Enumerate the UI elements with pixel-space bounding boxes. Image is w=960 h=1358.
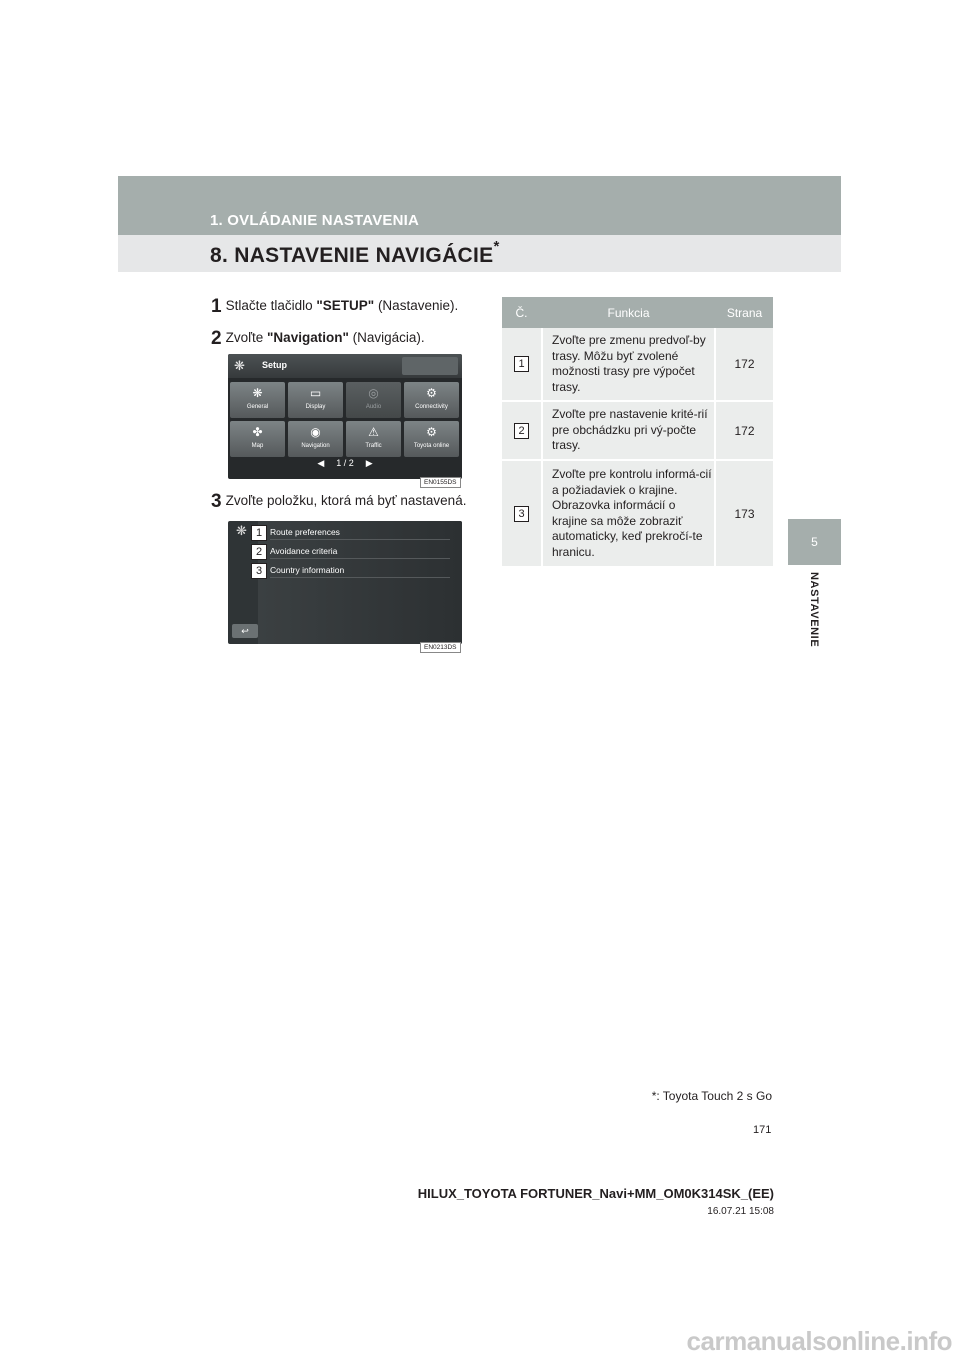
row-function-text: Zvoľte pre nastavenie krité-rií pre obchádzku pri vý-počte trasy.	[552, 407, 708, 453]
tile-connectivity[interactable]	[404, 382, 459, 418]
back-button[interactable]	[232, 624, 258, 638]
tile-label: General	[246, 404, 269, 410]
row-page: 172	[714, 328, 773, 400]
step-text: Zvoľte položku, ktorá má byť nastavená.	[225, 493, 467, 508]
tile-label: Audio	[365, 404, 382, 410]
setup-title: Setup	[262, 360, 288, 370]
audio-icon: ◎	[368, 386, 379, 400]
step-key: "SETUP"	[316, 298, 375, 313]
menu-country-information[interactable]: Country information	[270, 561, 450, 578]
tile-label: Traffic	[365, 443, 382, 449]
chapter-label: NASTAVENIE	[808, 572, 820, 648]
page-number: 171	[753, 1124, 772, 1136]
menu-avoidance-criteria[interactable]: Avoidance criteria	[270, 542, 450, 559]
tile-label: Navigation	[301, 443, 330, 449]
row-function-text: Zvoľte pre zmenu predvoľ-by trasy. Môžu byť zvolené možnosti trasy pre výpočet trasy.	[552, 333, 706, 394]
row-number: 1	[514, 356, 529, 372]
page-title	[210, 238, 500, 268]
header-number: Č.	[515, 305, 528, 320]
gear-icon: ❋	[252, 386, 263, 400]
step-text: Zvoľte	[225, 330, 268, 345]
watermark: carmanualsonline.info	[686, 1326, 952, 1356]
tile-label: Connectivity	[415, 404, 448, 410]
step-key: "Navigation"	[267, 330, 349, 345]
row-function	[541, 402, 714, 459]
row-function	[541, 328, 714, 400]
header-function: Funkcia	[607, 305, 650, 320]
next-page-icon[interactable]: ▶	[365, 458, 373, 468]
section-title: 1. OVLÁDANIE NASTAVENIA	[210, 212, 420, 229]
map-icon: ✤	[252, 425, 263, 439]
callout-2: 2	[251, 544, 267, 560]
page-title-text: 8. NASTAVENIE NAVIGÁCIE	[210, 244, 494, 267]
row-page: 173	[714, 461, 773, 566]
image-code: EN0155DS	[420, 477, 461, 488]
image-code: EN0213DS	[420, 642, 461, 653]
row-number: 2	[514, 423, 529, 439]
row-number: 3	[514, 506, 529, 522]
page-indicator: 1 / 2	[336, 458, 354, 468]
step-2	[211, 328, 425, 350]
row-number-cell	[502, 461, 541, 566]
gear-icon: ❋	[236, 523, 247, 538]
title-footnote-mark: *	[493, 238, 500, 255]
tile-label: Map	[251, 443, 264, 449]
header-page: Strana	[726, 305, 763, 320]
step-number: 2	[211, 328, 222, 349]
table-row	[502, 402, 773, 461]
tile-map[interactable]	[230, 421, 285, 457]
navigation-icon: ◉	[310, 425, 321, 439]
row-function-text: Zvoľte pre kontrolu informá-cií a požiadaviek o krajine. Obrazovka informácií o krajine sa môže zobraziť automaticky, keď prekročí-te hranicu.	[552, 467, 712, 559]
document-date: 16.07.21 15:08	[707, 1206, 774, 1217]
row-page: 172	[714, 402, 773, 459]
traffic-icon: ⚠	[368, 425, 379, 439]
tile-navigation[interactable]	[288, 421, 343, 457]
display-icon: ▭	[309, 386, 322, 400]
tile-general[interactable]	[230, 382, 285, 418]
tile-display[interactable]	[288, 382, 343, 418]
chapter-tab: 5	[788, 519, 841, 565]
tile-label: Toyota online	[413, 443, 450, 449]
table-header	[502, 297, 773, 328]
status-indicator	[402, 357, 458, 375]
function-table	[502, 297, 773, 568]
tile-label: Display	[305, 404, 326, 410]
step-text-end: (Navigácia).	[348, 330, 425, 345]
step-number: 1	[211, 296, 222, 317]
back-arrow-icon: ↩	[241, 626, 249, 636]
step-1	[211, 296, 458, 318]
document-id: HILUX_TOYOTA FORTUNER_Navi+MM_OM0K314SK_(EE)	[417, 1186, 774, 1201]
footnote: *: Toyota Touch 2 s Go	[651, 1089, 772, 1103]
setup-screen-image	[228, 354, 462, 479]
callout-3: 3	[251, 563, 267, 579]
row-number-cell	[502, 402, 541, 459]
pager	[228, 458, 462, 469]
navigation-screen-image	[228, 521, 462, 644]
online-icon: ⚙	[426, 425, 437, 439]
gear-icon: ❋	[234, 358, 245, 373]
tile-traffic[interactable]	[346, 421, 401, 457]
step-text: Stlačte tlačidlo	[225, 298, 317, 313]
table-row	[502, 328, 773, 402]
connectivity-icon: ⚙	[426, 386, 437, 400]
setup-title-bar	[228, 354, 462, 378]
row-number-cell	[502, 328, 541, 400]
step-text-end: (Nastavenie).	[374, 298, 459, 313]
callout-1: 1	[251, 525, 267, 541]
table-row	[502, 461, 773, 568]
row-function	[541, 461, 714, 566]
prev-page-icon[interactable]: ◀	[317, 458, 325, 468]
menu-route-preferences[interactable]: Route preferences	[270, 523, 450, 540]
tile-toyota-online[interactable]	[404, 421, 459, 457]
step-3	[211, 491, 466, 513]
tile-audio[interactable]	[346, 382, 401, 418]
step-number: 3	[211, 491, 222, 512]
